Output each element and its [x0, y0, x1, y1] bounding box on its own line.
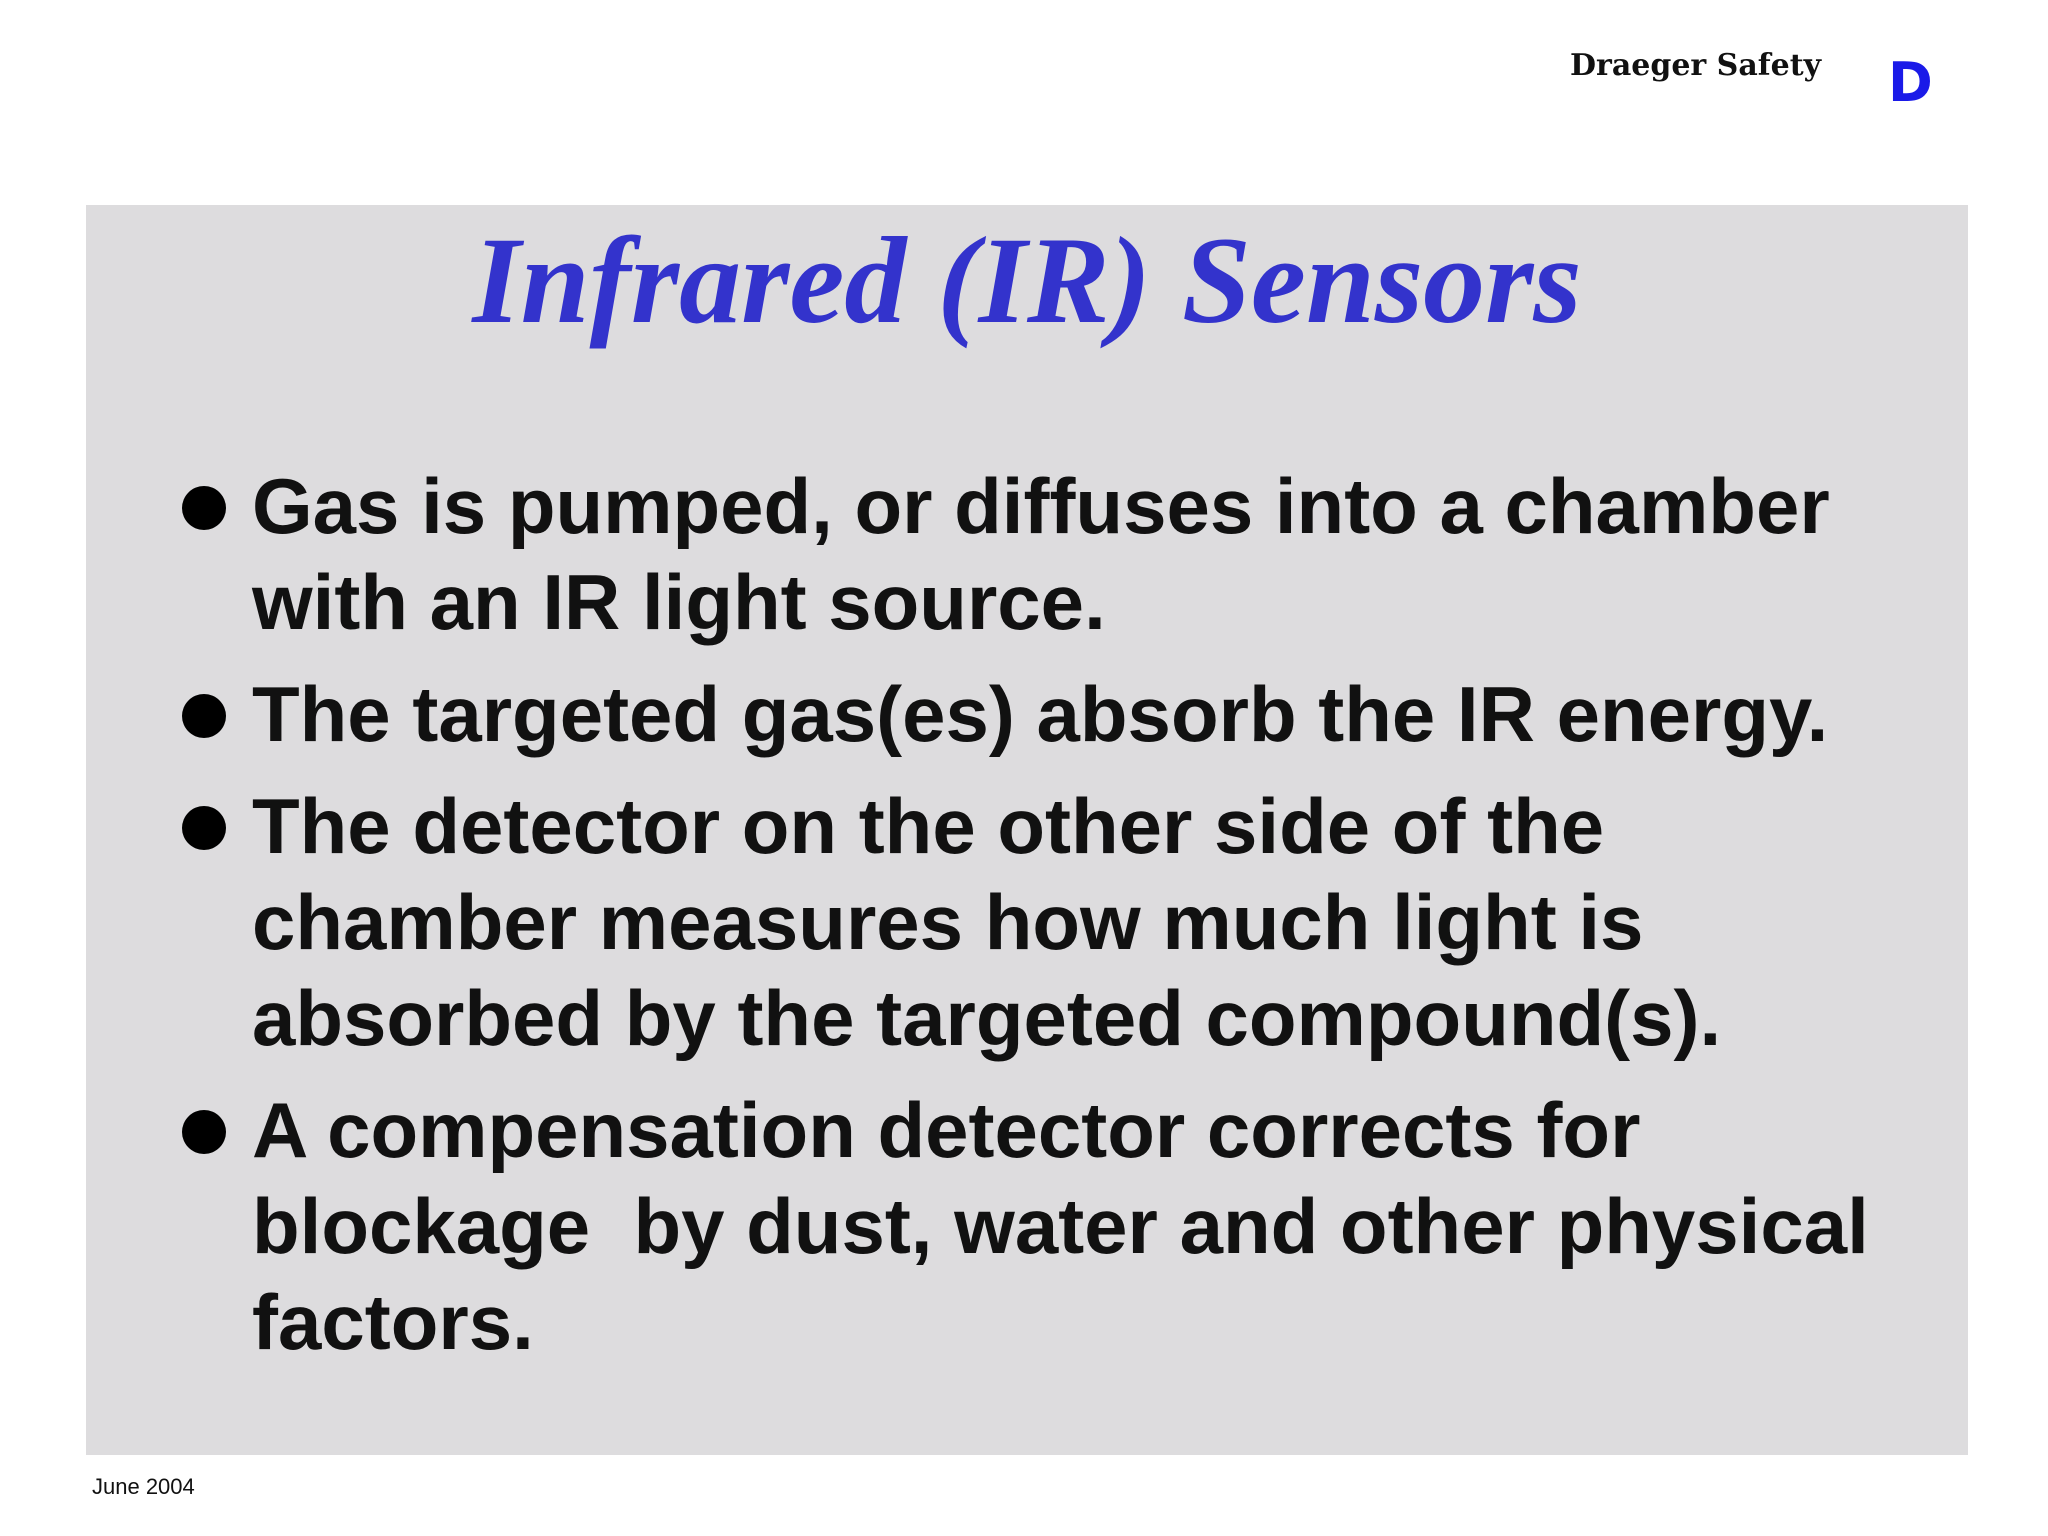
company-name: Draeger Safety	[1570, 48, 1822, 83]
bullet-item	[180, 666, 1940, 762]
bullet-dot-icon	[182, 806, 226, 850]
slide-title: Infrared (IR) Sensors	[472, 212, 1582, 349]
bullet-item	[180, 1082, 1940, 1370]
bullet-text: Gas is pumped, or diffuses into a chamber with an IR light source.	[252, 462, 1852, 646]
bullet-dot-icon	[182, 1110, 226, 1154]
bullet-dot-icon	[182, 486, 226, 530]
bullet-text: A compensation detector corrects for blockage by dust, water and other physical factors.	[252, 1086, 1891, 1366]
bullet-text: The targeted gas(es) absorb the IR energy.	[252, 670, 1829, 758]
footer-date: June 2004	[92, 1474, 195, 1499]
bullet-dot-icon	[182, 694, 226, 738]
company-logo: D	[1888, 51, 1933, 114]
bullet-list	[180, 458, 1940, 1386]
bullet-text: The detector on the other side of the chamber measures how much light is absorbed by the targeted compound(s).	[252, 782, 1722, 1062]
bullet-item	[180, 458, 1940, 650]
bullet-item	[180, 778, 1940, 1066]
